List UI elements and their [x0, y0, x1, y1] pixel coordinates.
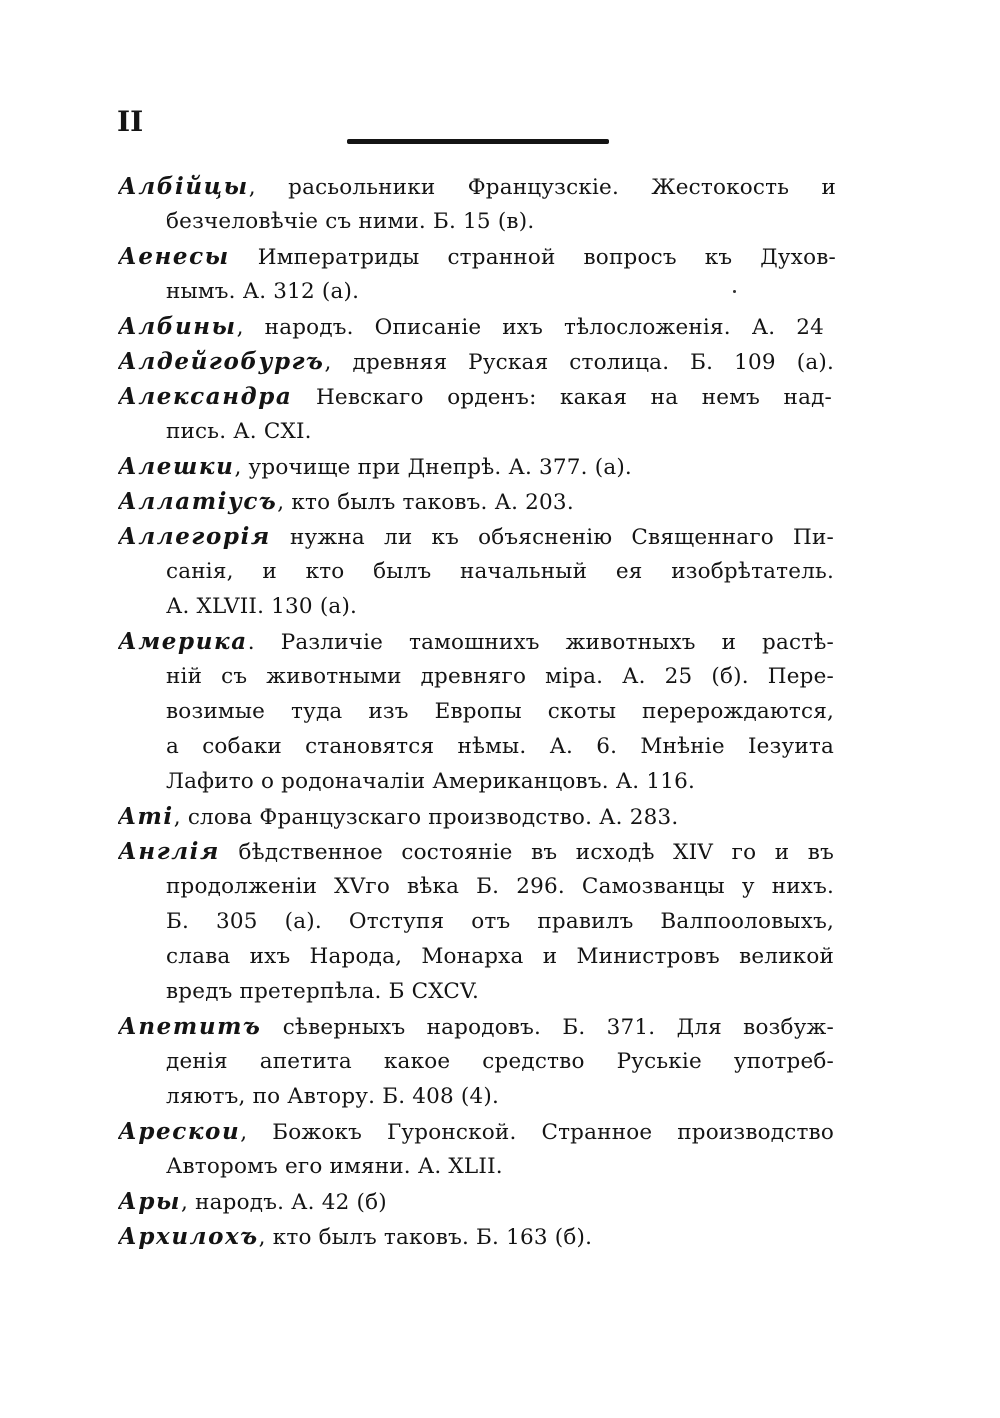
index-entry-line [166, 697, 834, 729]
entry-separator: , [240, 1120, 273, 1145]
entry-separator: , [181, 1190, 196, 1215]
entry-headword: Ami [118, 803, 174, 830]
entry-text: народъ. А. 42 (б) [195, 1190, 387, 1215]
entry-headword: Архилохъ [118, 1223, 259, 1250]
index-entry-line [166, 767, 695, 799]
index-entry-line [118, 1012, 834, 1044]
entry-text: нужна ли къ объясненію Священнаго Пи- [289, 525, 834, 550]
index-entry-line [166, 732, 834, 764]
entry-text: слова Французскаго производство. А. 283. [187, 805, 679, 830]
entry-text: слава ихъ Народа, Монарха и Министровъ великой [166, 944, 834, 969]
entry-text: ляютъ, по Автору. Б. 408 (4). [166, 1084, 500, 1109]
index-entry-line [118, 347, 834, 379]
index-entry-line [166, 977, 479, 1009]
index-entry-line [118, 487, 574, 519]
entry-headword: Америка [118, 628, 248, 655]
entry-headword: Апетитъ [118, 1013, 262, 1040]
index-entry-line [166, 1082, 499, 1114]
entry-text: Божокъ Гуронской. Странное производство [272, 1120, 834, 1145]
index-entry-line [166, 277, 359, 309]
entry-text: урочище при Днепрѣ. А. 377. (а). [248, 455, 632, 480]
entry-separator: , [324, 350, 353, 375]
index-entry-line [166, 557, 834, 589]
index-entry-line [166, 1047, 834, 1079]
entry-separator: , [258, 1225, 273, 1250]
entry-headword: Албійцы [118, 173, 249, 200]
index-entry-line [166, 417, 312, 449]
entry-text: ній съ животными древняго міра. А. 25 (б). Пере- [166, 664, 834, 689]
entry-separator: , [236, 315, 265, 340]
index-entry-line [118, 522, 834, 554]
entry-headword: Аллатіусъ [118, 488, 278, 515]
entry-text: сѣверныхъ народовъ. Б. 371. Для возбуж- [282, 1015, 834, 1040]
entry-headword: Албины [118, 313, 237, 340]
entry-separator: , [173, 805, 188, 830]
entry-text: народъ. Описаніе ихъ тѣлосложенія. А. 24 [264, 315, 824, 340]
entry-headword: Александра [118, 383, 293, 410]
entry-headword: Аенесы [118, 243, 230, 270]
index-entry-line [118, 452, 632, 484]
entry-text: санія, и кто былъ начальный ея изобрѣтатель. [166, 559, 834, 584]
index-entry-line [118, 802, 678, 834]
entry-separator: , [234, 455, 249, 480]
index-entry-line [166, 592, 357, 624]
entry-headword: Англія [118, 838, 220, 865]
entry-text: пись. А. CXI. [166, 419, 312, 444]
entry-text: вредъ претерпѣла. Б CXCV. [166, 979, 480, 1004]
entry-headword: Алдейгобургъ [118, 348, 325, 375]
entry-text: нымъ. А. 312 (а). [166, 279, 360, 304]
index-entry-line [118, 1117, 834, 1149]
entry-text: А. XLVII. 130 (а). [166, 594, 358, 619]
entry-headword: Аллегорія [118, 523, 271, 550]
index-entry-line [118, 1187, 387, 1219]
entry-text: а собаки становятся нѣмы. А. 6. Мнѣніе Iезуита [166, 734, 834, 759]
page-number: II [117, 105, 144, 138]
entry-text: возимые туда изъ Европы скоты перерождаются, [166, 699, 834, 724]
entry-separator: . [247, 630, 281, 655]
index-entry-line [166, 207, 534, 239]
entry-text: древняя Руская столица. Б. 109 (а). [352, 350, 834, 375]
index-entry-line [118, 837, 834, 869]
index-entry-line [166, 1152, 503, 1184]
entry-text: Б. 305 (а). Отступя отъ правилъ Валпооловыхъ, [166, 909, 834, 934]
entry-text: безчеловѣчіе съ ними. Б. 15 (в). [166, 209, 535, 234]
entry-headword: Ары [118, 1188, 182, 1215]
index-entry-line [118, 242, 836, 274]
index-entry-line [166, 907, 834, 939]
index-entry-line [118, 382, 832, 414]
entry-text: Авторомъ его имяни. А. XLII. [166, 1154, 503, 1179]
entry-text: Императриды странной вопросъ къ Духов- [257, 245, 836, 270]
entry-text: Невскаго орденъ: какая на немъ над- [315, 385, 832, 410]
index-entry-line [118, 312, 824, 344]
index-entry-line [118, 1222, 592, 1254]
entry-separator: , [277, 490, 292, 515]
entry-text: Лафито о родоначаліи Американцовъ. А. 116. [166, 769, 695, 794]
index-entry-line [166, 942, 834, 974]
entry-text: кто былъ таковъ. Б. 163 (б). [272, 1225, 593, 1250]
entry-text: бѣдственное состояніе въ исходѣ XIV го и въ [238, 840, 834, 865]
index-entry-line [166, 872, 834, 904]
entry-text: Различіе тамошнихъ животныхъ и растѣ- [280, 630, 834, 655]
index-entry-line [118, 627, 834, 659]
entry-text: кто былъ таковъ. А. 203. [291, 490, 574, 515]
entry-headword: Арескои [118, 1118, 241, 1145]
index-entry-line [118, 172, 836, 204]
entry-text: денія апетита какое средство Руськіе употреб- [166, 1049, 834, 1074]
index-entry-line [166, 662, 834, 694]
entry-text: продолженіи XVго вѣка Б. 296. Самозванцы у нихъ. [166, 874, 834, 899]
entry-text: расьольники Французскіе. Жестокость и [288, 175, 836, 200]
entry-headword: Алешки [118, 453, 235, 480]
entry-separator: , [248, 175, 289, 200]
